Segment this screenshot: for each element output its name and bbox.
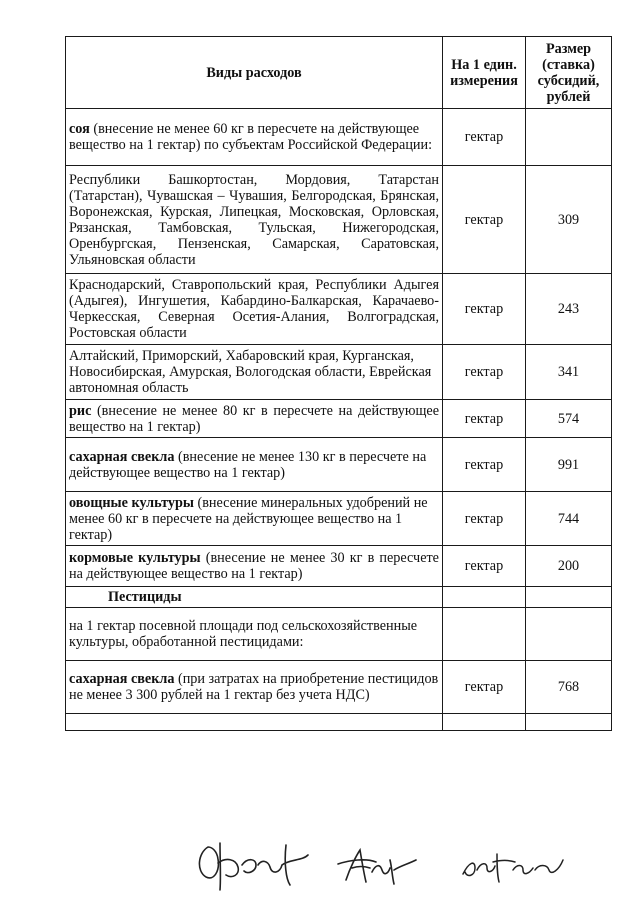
row-bold-label: овощные культуры <box>69 494 194 511</box>
row-text: Краснодарский, Ставропольский края, Республики Адыгея (Адыгея), Ингушетия, Кабардино-Балкарская, Карачаево-Черкесская, Северная Осетия-Алания, Волгоградская, Ростовская области <box>69 277 439 341</box>
row-text: (внесение минеральных удобрений не менее 60 кг в пересчете на действующее вещество на 1 гектар) <box>69 494 428 543</box>
row-rate: 991 <box>526 438 612 492</box>
row-text: (внесение не менее 60 кг в пересчете на действующее вещество на 1 гектар) по субъектам Российской Федерации: <box>69 121 433 153</box>
row-rate <box>526 587 612 608</box>
row-rate <box>526 714 612 731</box>
row-text: (внесение не менее 80 кг в пересчете на действующее вещество на 1 гектар) <box>69 402 439 435</box>
row-text: на 1 гектар посевной площади под сельскохозяйственные культуры, обработанной пестицидами: <box>69 618 418 650</box>
table-row <box>66 587 612 608</box>
table-header-row <box>66 37 612 109</box>
row-rate: 309 <box>526 166 612 274</box>
row-bold-label: кормовые культуры <box>69 550 201 566</box>
row-description <box>66 438 443 492</box>
row-unit: гектар <box>443 492 526 546</box>
row-rate: 768 <box>526 661 612 714</box>
signature-1 <box>190 835 315 895</box>
subsidy-rates-table <box>65 36 612 731</box>
row-text: Алтайский, Приморский, Хабаровский края, Курганская, Новосибирская, Амурская, Вологодская области, Еврейская автономная область <box>69 348 432 396</box>
table-row <box>66 166 612 274</box>
row-unit: гектар <box>443 400 526 438</box>
row-unit: гектар <box>443 166 526 274</box>
row-rate: 574 <box>526 400 612 438</box>
row-text: (при затратах на приобретение пестицидов не менее 3 300 рублей на 1 гектар без учета НДС) <box>69 671 439 703</box>
table-row <box>66 345 612 400</box>
header-expense-types: Виды расходов <box>66 37 443 109</box>
row-rate <box>526 608 612 661</box>
row-description <box>66 587 443 608</box>
signature-2 <box>330 840 420 890</box>
table-row <box>66 492 612 546</box>
row-bold-label: соя <box>69 121 90 137</box>
row-bold-label: сахарная свекла <box>69 671 175 687</box>
row-text: Республики Башкортостан, Мордовия, Татарстан (Татарстан), Чувашская – Чувашия, Белгородская, Брянская, Воронежская, Курская, Липецкая, Московская, Орловская, Рязанская, Тамбовская, Тульская, Нижегородская, Оренбургская, Пензенская, Самарская, Саратовская, Ульяновская области <box>69 171 439 268</box>
row-unit <box>443 608 526 661</box>
row-description <box>66 714 443 731</box>
row-unit <box>443 587 526 608</box>
row-unit: гектар <box>443 438 526 492</box>
row-rate: 243 <box>526 274 612 345</box>
row-bold-label: рис <box>69 402 92 419</box>
table-row <box>66 109 612 166</box>
row-rate: 200 <box>526 546 612 587</box>
signature-3 <box>455 840 570 890</box>
row-unit <box>443 714 526 731</box>
row-unit: гектар <box>443 546 526 587</box>
section-title-pesticides: Пестициды <box>108 589 182 605</box>
row-description <box>66 400 443 438</box>
table-row <box>66 438 612 492</box>
table-row <box>66 661 612 714</box>
table-row <box>66 400 612 438</box>
row-description <box>66 661 443 714</box>
row-description <box>66 546 443 587</box>
table-row <box>66 546 612 587</box>
header-rate: Размер (ставка) субсидий, рублей <box>526 37 612 109</box>
row-rate <box>526 109 612 166</box>
table-row <box>66 608 612 661</box>
row-description <box>66 109 443 166</box>
row-text: (внесение не менее 30 кг в пересчете на действующее вещество на 1 гектар) <box>69 550 439 582</box>
table-row <box>66 714 612 731</box>
row-unit: гектар <box>443 345 526 400</box>
row-description <box>66 608 443 661</box>
row-unit: гектар <box>443 274 526 345</box>
row-bold-label: сахарная свекла <box>69 448 175 465</box>
row-text: (внесение не менее 130 кг в пересчете на действующее вещество на 1 гектар) <box>69 448 427 481</box>
row-rate: 744 <box>526 492 612 546</box>
table-row <box>66 274 612 345</box>
row-description <box>66 492 443 546</box>
row-description <box>66 345 443 400</box>
row-unit: гектар <box>443 109 526 166</box>
row-description <box>66 166 443 274</box>
row-description <box>66 274 443 345</box>
header-unit: На 1 един. измерения <box>443 37 526 109</box>
row-rate: 341 <box>526 345 612 400</box>
row-unit: гектар <box>443 661 526 714</box>
